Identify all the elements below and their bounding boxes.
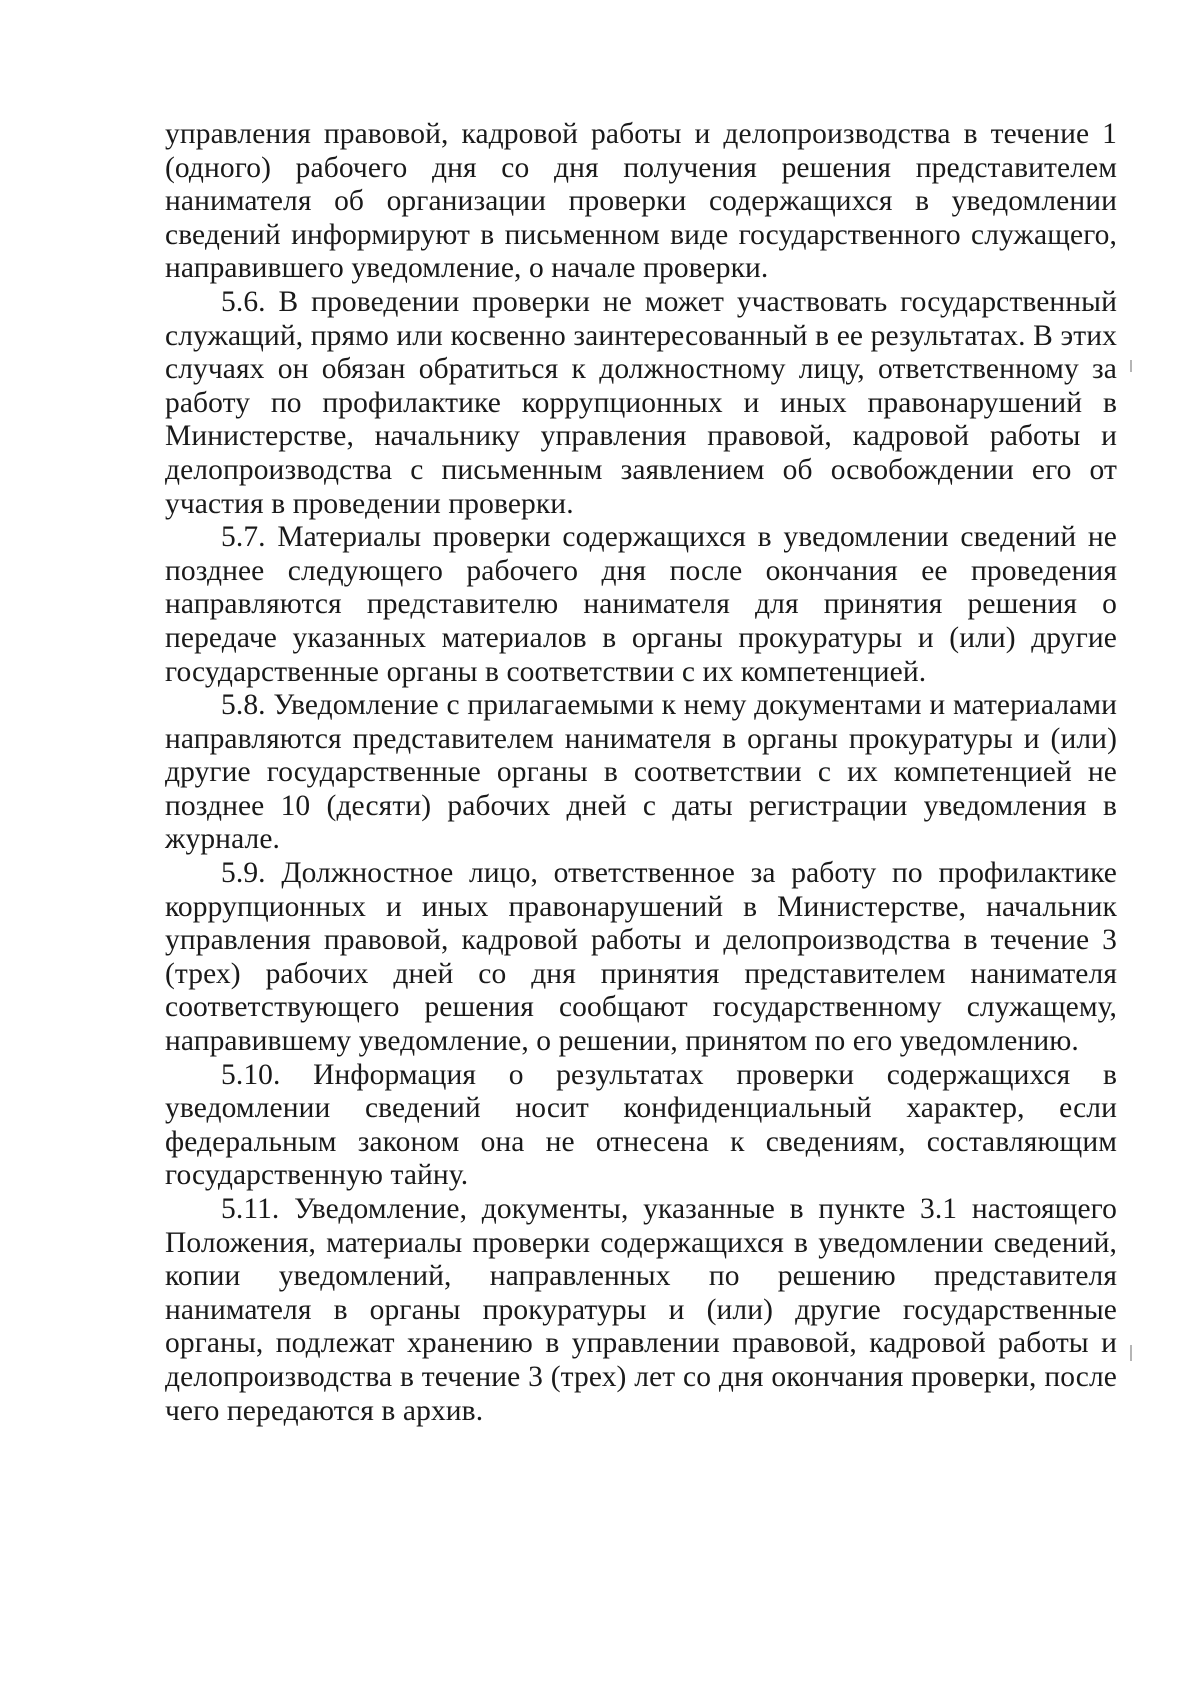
document-body [165, 118, 1117, 1428]
paragraph-5-10: 5.10. Информация о результатах проверки содержащихся в уведомлении сведений носит конфиденциальный характер, если федеральным законом она не отнесена к сведениям, составляющим государственную тайну. [165, 1058, 1117, 1192]
scan-artifact-mark [1130, 360, 1132, 372]
paragraph-continuation: управления правовой, кадровой работы и делопроизводства в течение 1 (одного) рабочего дня со дня получения решения представителем нанимателя об организации проверки содержащихся в уведомлении сведений информируют в письменном виде государственного служащего, направившего уведомление, о начале проверки. [165, 118, 1117, 285]
scan-artifact-mark [1130, 1345, 1132, 1361]
paragraph-5-7: 5.7. Материалы проверки содержащихся в уведомлении сведений не позднее следующего рабочего дня после окончания ее проведения направляются представителю нанимателя для принятия решения о передаче указанных материалов в органы прокуратуры и (или) другие государственные органы в соответствии с их компетенцией. [165, 521, 1117, 688]
paragraph-5-8: 5.8. Уведомление с прилагаемыми к нему документами и материалами направляются представителем нанимателя в органы прокуратуры и (или) другие государственные органы в соответствии с их компетенцией не позднее 10 (десяти) рабочих дней с даты регистрации уведомления в журнале. [165, 689, 1117, 856]
paragraph-5-6: 5.6. В проведении проверки не может участвовать государственный служащий, прямо или косвенно заинтересованный в ее результатах. В этих случаях он обязан обратиться к должностному лицу, ответственному за работу по профилактике коррупционных и иных правонарушений в Министерстве, начальнику управления правовой, кадровой работы и делопроизводства с письменным заявлением об освобождении его от участия в проведении проверки. [165, 285, 1117, 520]
paragraph-5-9: 5.9. Должностное лицо, ответственное за работу по профилактике коррупционных и иных правонарушений в Министерстве, начальник управления правовой, кадровой работы и делопроизводства в течение 3 (трех) рабочих дней со дня принятия представителем нанимателя соответствующего решения сообщают государственному служащему, направившему уведомление, о решении, принятом по его уведомлению. [165, 857, 1117, 1058]
paragraph-5-11: 5.11. Уведомление, документы, указанные в пункте 3.1 настоящего Положения, материалы проверки содержащихся в уведомлении сведений, копии уведомлений, направленных по решению представителя нанимателя в органы прокуратуры и (или) другие государственные органы, подлежат хранению в управлении правовой, кадровой работы и делопроизводства в течение 3 (трех) лет со дня окончания проверки, после чего передаются в архив. [165, 1193, 1117, 1427]
